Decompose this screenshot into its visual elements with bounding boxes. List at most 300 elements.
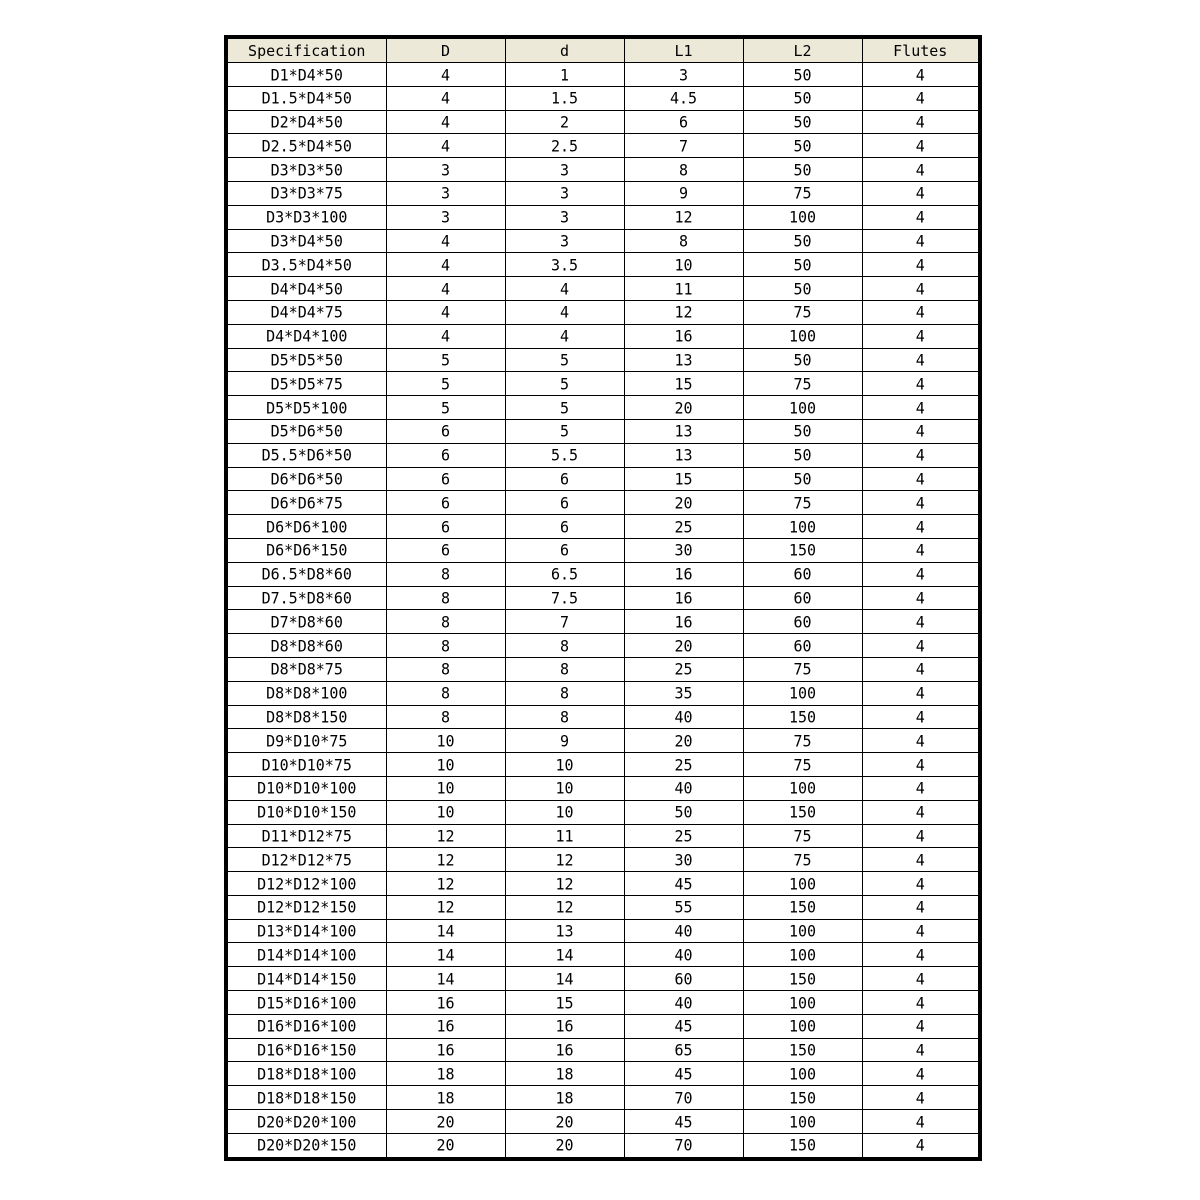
cell-l1: 20 [624,728,743,754]
cell-flutes: 4 [862,204,978,230]
cell-specification: D3.5*D4*50 [228,252,386,278]
cell-l1: 45 [624,871,743,897]
cell-d-outer: 10 [386,799,505,825]
cell-l2: 100 [743,942,862,968]
cell-d-inner: 6.5 [505,561,624,587]
cell-specification: D15*D16*100 [228,990,386,1016]
cell-l2: 150 [743,1132,862,1157]
cell-specification: D11*D12*75 [228,823,386,849]
cell-d-outer: 4 [386,133,505,159]
cell-specification: D6*D6*150 [228,537,386,563]
cell-d-outer: 4 [386,228,505,254]
cell-l2: 100 [743,990,862,1016]
cell-d-inner: 10 [505,799,624,825]
cell-d-inner: 4 [505,276,624,302]
cell-l2: 75 [743,728,862,754]
cell-l2: 75 [743,752,862,778]
cell-d-inner: 15 [505,990,624,1016]
cell-d-outer: 16 [386,1013,505,1039]
cell-flutes: 4 [862,419,978,445]
cell-l1: 15 [624,371,743,397]
cell-d-outer: 14 [386,942,505,968]
cell-l1: 7 [624,133,743,159]
cell-l2: 100 [743,680,862,706]
cell-l1: 30 [624,537,743,563]
cell-d-outer: 12 [386,894,505,920]
cell-specification: D7*D8*60 [228,609,386,635]
cell-d-inner: 6 [505,466,624,492]
cell-l1: 45 [624,1109,743,1135]
cell-specification: D4*D4*100 [228,323,386,349]
cell-flutes: 4 [862,157,978,183]
cell-flutes: 4 [862,585,978,611]
cell-d-outer: 6 [386,419,505,445]
table-row [228,300,978,324]
cell-d-inner: 6 [505,514,624,540]
cell-specification: D10*D10*150 [228,799,386,825]
cell-d-outer: 4 [386,85,505,111]
cell-specification: D3*D3*50 [228,157,386,183]
cell-flutes: 4 [862,181,978,207]
cell-l2: 150 [743,894,862,920]
cell-l1: 20 [624,490,743,516]
cell-specification: D6*D6*50 [228,466,386,492]
cell-d-inner: 14 [505,966,624,992]
cell-l1: 12 [624,300,743,326]
cell-specification: D1.5*D4*50 [228,85,386,111]
cell-d-inner: 8 [505,656,624,682]
table-row [228,324,978,348]
cell-flutes: 4 [862,680,978,706]
cell-l2: 100 [743,1061,862,1087]
cell-specification: D5*D6*50 [228,419,386,445]
cell-l1: 70 [624,1085,743,1111]
cell-d-inner: 20 [505,1132,624,1157]
cell-d-inner: 6 [505,490,624,516]
cell-l2: 50 [743,157,862,183]
cell-specification: D5.5*D6*50 [228,442,386,468]
table-row [228,372,978,396]
cell-flutes: 4 [862,823,978,849]
cell-d-outer: 5 [386,371,505,397]
cell-specification: D8*D8*60 [228,633,386,659]
table-row [228,610,978,634]
cell-d-outer: 4 [386,252,505,278]
cell-flutes: 4 [862,466,978,492]
table-row [228,348,978,372]
cell-specification: D4*D4*50 [228,276,386,302]
cell-d-outer: 20 [386,1109,505,1135]
cell-d-inner: 8 [505,704,624,730]
table-row [228,800,978,824]
cell-l1: 16 [624,323,743,349]
header-d-inner: d [505,39,624,63]
cell-specification: D12*D12*100 [228,871,386,897]
cell-d-inner: 8 [505,680,624,706]
table-row [228,158,978,182]
cell-d-inner: 16 [505,1037,624,1063]
cell-l1: 6 [624,109,743,135]
cell-flutes: 4 [862,62,978,88]
cell-d-inner: 14 [505,942,624,968]
cell-flutes: 4 [862,704,978,730]
cell-flutes: 4 [862,109,978,135]
cell-l1: 40 [624,990,743,1016]
cell-flutes: 4 [862,728,978,754]
cell-l1: 40 [624,704,743,730]
cell-specification: D9*D10*75 [228,728,386,754]
cell-l2: 50 [743,85,862,111]
table-row [228,943,978,967]
cell-flutes: 4 [862,371,978,397]
table-row [228,110,978,134]
table-row [228,634,978,658]
cell-flutes: 4 [862,490,978,516]
cell-d-inner: 5.5 [505,442,624,468]
cell-d-outer: 8 [386,633,505,659]
cell-specification: D6*D6*100 [228,514,386,540]
cell-l1: 65 [624,1037,743,1063]
cell-l2: 50 [743,133,862,159]
cell-flutes: 4 [862,300,978,326]
cell-d-inner: 5 [505,419,624,445]
cell-d-inner: 1 [505,62,624,88]
cell-l2: 50 [743,252,862,278]
cell-flutes: 4 [862,276,978,302]
table-row [228,967,978,991]
cell-flutes: 4 [862,1037,978,1063]
header-d-outer: D [386,39,505,63]
cell-d-inner: 3 [505,181,624,207]
cell-d-inner: 18 [505,1061,624,1087]
cell-d-inner: 12 [505,871,624,897]
cell-d-outer: 18 [386,1061,505,1087]
cell-l2: 150 [743,537,862,563]
header-specification: Specification [228,39,386,63]
cell-l2: 50 [743,228,862,254]
cell-l1: 16 [624,561,743,587]
cell-d-outer: 16 [386,990,505,1016]
cell-flutes: 4 [862,847,978,873]
cell-l2: 75 [743,300,862,326]
cell-l2: 100 [743,775,862,801]
table-row [228,729,978,753]
cell-flutes: 4 [862,323,978,349]
cell-d-outer: 4 [386,300,505,326]
cell-d-outer: 4 [386,109,505,135]
cell-l2: 50 [743,276,862,302]
cell-l2: 50 [743,109,862,135]
cell-specification: D16*D16*150 [228,1037,386,1063]
cell-l1: 40 [624,775,743,801]
cell-d-inner: 12 [505,847,624,873]
cell-d-inner: 16 [505,1013,624,1039]
cell-l2: 60 [743,561,862,587]
cell-specification: D5*D5*50 [228,347,386,373]
cell-flutes: 4 [862,871,978,897]
header-row [228,39,978,63]
cell-d-outer: 3 [386,204,505,230]
table-row [228,63,978,87]
cell-d-outer: 4 [386,276,505,302]
cell-flutes: 4 [862,942,978,968]
cell-specification: D6.5*D8*60 [228,561,386,587]
cell-d-inner: 3.5 [505,252,624,278]
cell-flutes: 4 [862,656,978,682]
cell-l2: 50 [743,419,862,445]
table-row [228,467,978,491]
cell-d-outer: 6 [386,514,505,540]
cell-flutes: 4 [862,395,978,421]
cell-d-outer: 4 [386,62,505,88]
header-l2: L2 [743,39,862,63]
table-row [228,681,978,705]
cell-l1: 30 [624,847,743,873]
table-row [228,205,978,229]
cell-specification: D12*D12*150 [228,894,386,920]
cell-d-inner: 1.5 [505,85,624,111]
table-row [228,1110,978,1134]
table-row [228,895,978,919]
cell-d-inner: 10 [505,775,624,801]
cell-d-outer: 6 [386,537,505,563]
cell-d-outer: 8 [386,585,505,611]
cell-d-outer: 3 [386,157,505,183]
cell-d-inner: 3 [505,204,624,230]
cell-d-inner: 12 [505,894,624,920]
table-row [228,86,978,110]
cell-flutes: 4 [862,799,978,825]
cell-flutes: 4 [862,1109,978,1135]
cell-d-inner: 13 [505,918,624,944]
cell-l2: 100 [743,1013,862,1039]
cell-specification: D8*D8*100 [228,680,386,706]
cell-l2: 150 [743,799,862,825]
cell-l2: 100 [743,871,862,897]
cell-l1: 25 [624,823,743,849]
cell-specification: D6*D6*75 [228,490,386,516]
cell-specification: D14*D14*150 [228,966,386,992]
table-row [228,419,978,443]
cell-l1: 35 [624,680,743,706]
cell-l1: 40 [624,942,743,968]
table-row [228,491,978,515]
cell-l1: 55 [624,894,743,920]
cell-flutes: 4 [862,966,978,992]
header-l1: L1 [624,39,743,63]
cell-l1: 13 [624,419,743,445]
cell-flutes: 4 [862,537,978,563]
cell-specification: D5*D5*100 [228,395,386,421]
cell-l1: 25 [624,656,743,682]
cell-specification: D3*D3*100 [228,204,386,230]
cell-l1: 15 [624,466,743,492]
cell-l2: 75 [743,181,862,207]
cell-l2: 60 [743,633,862,659]
cell-d-inner: 3 [505,228,624,254]
cell-specification: D16*D16*100 [228,1013,386,1039]
cell-flutes: 4 [862,442,978,468]
cell-d-outer: 8 [386,680,505,706]
table-row [228,134,978,158]
table-row [228,824,978,848]
cell-l2: 75 [743,847,862,873]
cell-flutes: 4 [862,990,978,1016]
table-row [228,1086,978,1110]
cell-d-inner: 6 [505,537,624,563]
cell-d-inner: 7.5 [505,585,624,611]
cell-flutes: 4 [862,918,978,944]
cell-d-outer: 5 [386,347,505,373]
cell-specification: D14*D14*100 [228,942,386,968]
cell-l2: 150 [743,704,862,730]
specification-table [228,39,978,1157]
cell-specification: D3*D3*75 [228,181,386,207]
table-row [228,919,978,943]
cell-l1: 3 [624,62,743,88]
table-row [228,538,978,562]
cell-specification: D2.5*D4*50 [228,133,386,159]
cell-l2: 100 [743,395,862,421]
cell-d-inner: 11 [505,823,624,849]
cell-l2: 75 [743,490,862,516]
cell-l1: 25 [624,752,743,778]
cell-flutes: 4 [862,894,978,920]
cell-specification: D8*D8*150 [228,704,386,730]
cell-d-inner: 4 [505,323,624,349]
table-row [228,753,978,777]
cell-d-outer: 4 [386,323,505,349]
cell-flutes: 4 [862,752,978,778]
cell-d-inner: 5 [505,347,624,373]
cell-specification: D10*D10*100 [228,775,386,801]
cell-d-inner: 18 [505,1085,624,1111]
cell-d-outer: 3 [386,181,505,207]
cell-l1: 9 [624,181,743,207]
cell-d-outer: 10 [386,775,505,801]
cell-l1: 12 [624,204,743,230]
cell-l1: 13 [624,347,743,373]
cell-d-inner: 9 [505,728,624,754]
header-flutes: Flutes [862,39,978,63]
cell-specification: D1*D4*50 [228,62,386,88]
cell-specification: D12*D12*75 [228,847,386,873]
cell-l2: 100 [743,204,862,230]
cell-d-outer: 14 [386,966,505,992]
cell-d-inner: 20 [505,1109,624,1135]
table-row [228,443,978,467]
table-row [228,776,978,800]
cell-d-outer: 14 [386,918,505,944]
cell-l1: 20 [624,633,743,659]
cell-flutes: 4 [862,633,978,659]
cell-specification: D18*D18*100 [228,1061,386,1087]
cell-l1: 10 [624,252,743,278]
cell-l1: 13 [624,442,743,468]
cell-l2: 150 [743,966,862,992]
cell-l2: 100 [743,514,862,540]
table-row [228,872,978,896]
table-row [228,1038,978,1062]
cell-d-inner: 5 [505,371,624,397]
cell-d-inner: 2 [505,109,624,135]
table-row [228,253,978,277]
cell-d-outer: 18 [386,1085,505,1111]
cell-d-outer: 20 [386,1132,505,1157]
cell-d-outer: 6 [386,466,505,492]
cell-d-outer: 8 [386,656,505,682]
cell-l1: 20 [624,395,743,421]
cell-l2: 100 [743,1109,862,1135]
cell-l1: 70 [624,1132,743,1157]
table-row [228,657,978,681]
cell-d-outer: 12 [386,871,505,897]
cell-specification: D10*D10*75 [228,752,386,778]
table-row [228,1062,978,1086]
cell-d-inner: 3 [505,157,624,183]
cell-specification: D5*D5*75 [228,371,386,397]
cell-l2: 50 [743,466,862,492]
cell-specification: D18*D18*150 [228,1085,386,1111]
cell-l2: 75 [743,823,862,849]
table-row [228,991,978,1015]
cell-d-outer: 8 [386,704,505,730]
cell-flutes: 4 [862,228,978,254]
cell-l1: 11 [624,276,743,302]
table-body [228,63,978,1157]
cell-l2: 50 [743,442,862,468]
cell-l1: 50 [624,799,743,825]
cell-specification: D20*D20*100 [228,1109,386,1135]
cell-l2: 75 [743,656,862,682]
cell-flutes: 4 [862,775,978,801]
cell-flutes: 4 [862,561,978,587]
cell-l1: 45 [624,1013,743,1039]
cell-specification: D4*D4*75 [228,300,386,326]
cell-flutes: 4 [862,252,978,278]
cell-d-outer: 12 [386,823,505,849]
cell-l2: 75 [743,371,862,397]
table-row [228,562,978,586]
cell-flutes: 4 [862,514,978,540]
table-row [228,1133,978,1156]
cell-l2: 60 [743,585,862,611]
table-row [228,181,978,205]
cell-d-outer: 6 [386,442,505,468]
cell-l1: 4.5 [624,85,743,111]
cell-l2: 60 [743,609,862,635]
table-row [228,848,978,872]
cell-l1: 8 [624,157,743,183]
cell-d-inner: 7 [505,609,624,635]
cell-d-outer: 6 [386,490,505,516]
cell-specification: D20*D20*150 [228,1132,386,1157]
spec-table-frame [224,35,982,1161]
cell-l1: 16 [624,609,743,635]
cell-d-outer: 10 [386,728,505,754]
cell-d-inner: 2.5 [505,133,624,159]
cell-d-inner: 5 [505,395,624,421]
table-row [228,705,978,729]
cell-flutes: 4 [862,609,978,635]
cell-l2: 100 [743,323,862,349]
cell-specification: D2*D4*50 [228,109,386,135]
cell-l1: 8 [624,228,743,254]
cell-d-outer: 8 [386,609,505,635]
cell-d-outer: 8 [386,561,505,587]
cell-flutes: 4 [862,347,978,373]
cell-l2: 100 [743,918,862,944]
